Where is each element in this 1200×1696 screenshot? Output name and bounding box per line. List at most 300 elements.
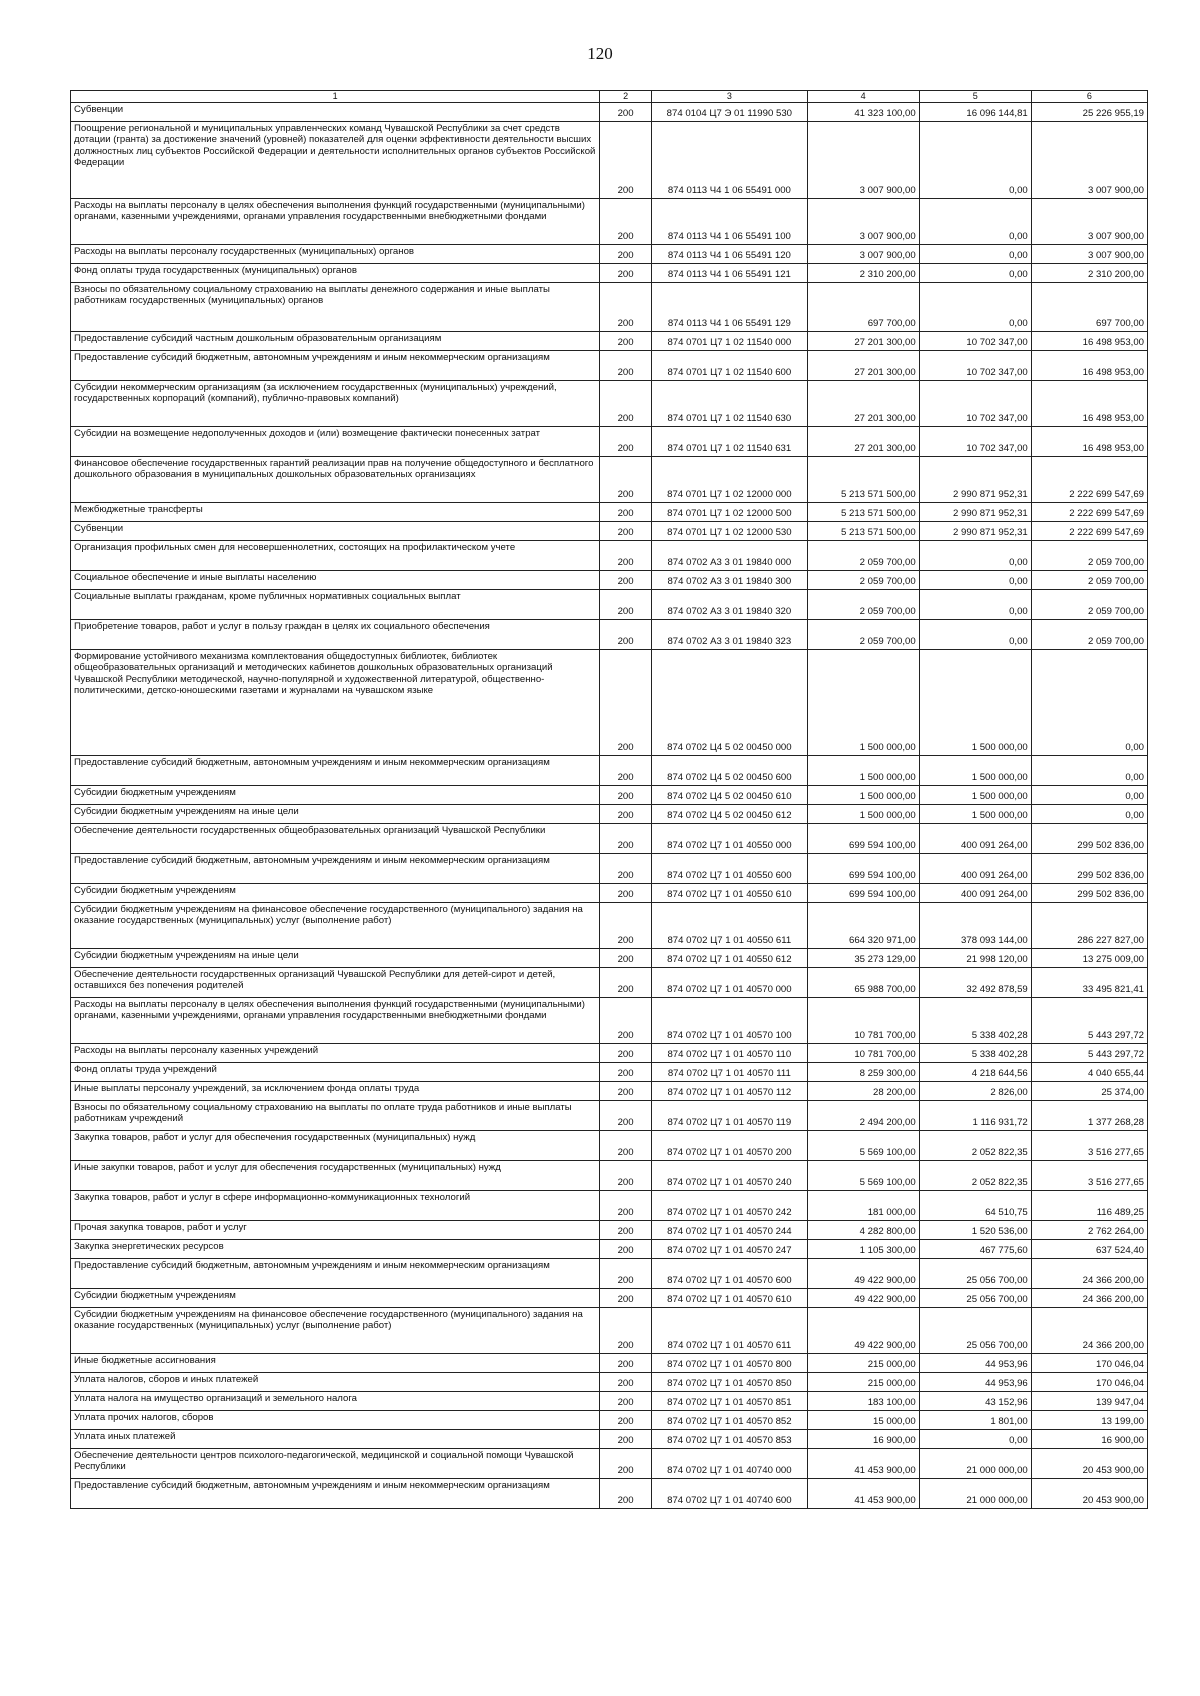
row-line-code: 200 [600, 1478, 652, 1508]
row-executed: 0,00 [919, 570, 1031, 589]
table-row [71, 902, 1148, 948]
table-row [71, 997, 1148, 1043]
table-row [71, 755, 1148, 785]
row-budget-code: 874 0702 Ц7 1 01 40570 852 [652, 1410, 808, 1429]
row-name: Субвенции [71, 102, 600, 121]
table-row [71, 1448, 1148, 1478]
table-row [71, 785, 1148, 804]
row-line-code: 200 [600, 1448, 652, 1478]
row-budget-code: 874 0702 А3 3 01 19840 320 [652, 589, 808, 619]
table-row [71, 1239, 1148, 1258]
row-name: Фонд оплаты труда учреждений [71, 1062, 600, 1081]
row-executed: 1 500 000,00 [919, 649, 1031, 755]
row-name: Предоставление субсидий бюджетным, автономным учреждениям и иным некоммерческим организациям [71, 1478, 600, 1508]
row-name: Субсидии на возмещение недополученных доходов и (или) возмещение фактически понесенных затрат [71, 426, 600, 456]
row-executed: 21 000 000,00 [919, 1448, 1031, 1478]
table-row [71, 619, 1148, 649]
row-unexecuted: 16 498 953,00 [1031, 331, 1147, 350]
row-approved: 5 213 571 500,00 [807, 502, 919, 521]
row-name: Обеспечение деятельности государственных общеобразовательных организаций Чувашской Республики [71, 823, 600, 853]
row-name: Фонд оплаты труда государственных (муниципальных) органов [71, 263, 600, 282]
row-unexecuted: 13 199,00 [1031, 1410, 1147, 1429]
row-line-code: 200 [600, 755, 652, 785]
row-name: Субсидии бюджетным учреждениям [71, 1288, 600, 1307]
table-row [71, 1288, 1148, 1307]
table-row [71, 1307, 1148, 1353]
row-name: Социальные выплаты гражданам, кроме публичных нормативных социальных выплат [71, 589, 600, 619]
row-name: Закупка энергетических ресурсов [71, 1239, 600, 1258]
row-name: Обеспечение деятельности центров психолого-педагогической, медицинской и социальной помощи Чувашской Республики [71, 1448, 600, 1478]
row-name: Иные выплаты персоналу учреждений, за исключением фонда оплаты труда [71, 1081, 600, 1100]
row-budget-code: 874 0702 Ц4 5 02 00450 612 [652, 804, 808, 823]
row-unexecuted: 2 059 700,00 [1031, 619, 1147, 649]
row-approved: 5 213 571 500,00 [807, 456, 919, 502]
header-col-5: 5 [919, 91, 1031, 103]
row-executed: 0,00 [919, 263, 1031, 282]
row-approved: 183 100,00 [807, 1391, 919, 1410]
row-name: Социальное обеспечение и иные выплаты населению [71, 570, 600, 589]
row-approved: 4 282 800,00 [807, 1220, 919, 1239]
row-executed: 0,00 [919, 198, 1031, 244]
header-col-6: 6 [1031, 91, 1147, 103]
row-budget-code: 874 0113 Ч4 1 06 55491 000 [652, 121, 808, 198]
table-row [71, 1478, 1148, 1508]
row-approved: 35 273 129,00 [807, 948, 919, 967]
row-line-code: 200 [600, 589, 652, 619]
row-approved: 16 900,00 [807, 1429, 919, 1448]
row-unexecuted: 4 040 655,44 [1031, 1062, 1147, 1081]
row-name: Обеспечение деятельности государственных организаций Чувашской Республики для детей-сирот и детей, оставшихся без попечения родителей [71, 967, 600, 997]
table-row [71, 804, 1148, 823]
row-unexecuted: 299 502 836,00 [1031, 823, 1147, 853]
row-executed: 467 775,60 [919, 1239, 1031, 1258]
row-name: Субсидии бюджетным учреждениям на финансовое обеспечение государственного (муниципального) задания на оказание государственных (муниципальных) услуг (выполнение работ) [71, 902, 600, 948]
row-approved: 2 494 200,00 [807, 1100, 919, 1130]
row-unexecuted: 3 516 277,65 [1031, 1130, 1147, 1160]
row-unexecuted: 2 059 700,00 [1031, 540, 1147, 570]
row-approved: 1 500 000,00 [807, 785, 919, 804]
table-row [71, 521, 1148, 540]
row-budget-code: 874 0702 Ц7 1 01 40570 119 [652, 1100, 808, 1130]
row-line-code: 200 [600, 1190, 652, 1220]
row-name: Предоставление субсидий бюджетным, автономным учреждениям и иным некоммерческим организациям [71, 853, 600, 883]
row-budget-code: 874 0104 Ц7 Э 01 11990 530 [652, 102, 808, 121]
row-executed: 0,00 [919, 589, 1031, 619]
row-unexecuted: 24 366 200,00 [1031, 1307, 1147, 1353]
table-row [71, 331, 1148, 350]
table-row [71, 1160, 1148, 1190]
row-unexecuted: 5 443 297,72 [1031, 1043, 1147, 1062]
row-line-code: 200 [600, 570, 652, 589]
row-unexecuted: 0,00 [1031, 804, 1147, 823]
row-unexecuted: 13 275 009,00 [1031, 948, 1147, 967]
row-name: Субсидии бюджетным учреждениям на финансовое обеспечение государственного (муниципального) задания на оказание государственных (муниципальных) услуг (выполнение работ) [71, 1307, 600, 1353]
row-approved: 699 594 100,00 [807, 823, 919, 853]
row-budget-code: 874 0702 Ц7 1 01 40570 111 [652, 1062, 808, 1081]
row-approved: 215 000,00 [807, 1372, 919, 1391]
row-budget-code: 874 0702 А3 3 01 19840 323 [652, 619, 808, 649]
row-line-code: 200 [600, 1130, 652, 1160]
row-unexecuted: 170 046,04 [1031, 1353, 1147, 1372]
row-budget-code: 874 0702 Ц7 1 01 40570 611 [652, 1307, 808, 1353]
row-executed: 5 338 402,28 [919, 1043, 1031, 1062]
row-name: Приобретение товаров, работ и услуг в пользу граждан в целях их социального обеспечения [71, 619, 600, 649]
row-approved: 2 310 200,00 [807, 263, 919, 282]
row-executed: 1 801,00 [919, 1410, 1031, 1429]
row-unexecuted: 16 498 953,00 [1031, 380, 1147, 426]
row-executed: 400 091 264,00 [919, 823, 1031, 853]
row-line-code: 200 [600, 1307, 652, 1353]
row-line-code: 200 [600, 282, 652, 331]
row-unexecuted: 299 502 836,00 [1031, 883, 1147, 902]
header-col-4: 4 [807, 91, 919, 103]
row-budget-code: 874 0702 Ц4 5 02 00450 600 [652, 755, 808, 785]
row-line-code: 200 [600, 1160, 652, 1190]
row-name: Субсидии бюджетным учреждениям на иные цели [71, 948, 600, 967]
table-row [71, 1429, 1148, 1448]
row-approved: 5 569 100,00 [807, 1160, 919, 1190]
row-approved: 3 007 900,00 [807, 121, 919, 198]
row-executed: 44 953,96 [919, 1353, 1031, 1372]
row-unexecuted: 2 222 699 547,69 [1031, 456, 1147, 502]
row-name: Расходы на выплаты персоналу в целях обеспечения выполнения функций государственными (муниципальными) органами, казенными учреждениями, органами управления государственными внебюджетными фондами [71, 198, 600, 244]
row-executed: 25 056 700,00 [919, 1307, 1031, 1353]
row-budget-code: 874 0113 Ч4 1 06 55491 129 [652, 282, 808, 331]
row-executed: 400 091 264,00 [919, 853, 1031, 883]
row-name: Формирование устойчивого механизма комплектования общедоступных библиотек, библиотек общеобразовательных организаций и методических кабинетов дошкольных образовательных организаций Чувашской Республики методической, научно-популярной и художественной литературой, общественно-политическими, детско-юношескими газетами и журналами на чувашском языке [71, 649, 600, 755]
row-approved: 49 422 900,00 [807, 1288, 919, 1307]
row-approved: 699 594 100,00 [807, 853, 919, 883]
row-executed: 2 990 871 952,31 [919, 521, 1031, 540]
row-budget-code: 874 0702 Ц7 1 01 40550 000 [652, 823, 808, 853]
row-budget-code: 874 0702 Ц7 1 01 40740 600 [652, 1478, 808, 1508]
row-line-code: 200 [600, 1062, 652, 1081]
row-budget-code: 874 0702 Ц7 1 01 40570 600 [652, 1258, 808, 1288]
row-budget-code: 874 0702 Ц7 1 01 40570 240 [652, 1160, 808, 1190]
row-unexecuted: 24 366 200,00 [1031, 1258, 1147, 1288]
row-unexecuted: 20 453 900,00 [1031, 1478, 1147, 1508]
table-row [71, 350, 1148, 380]
row-unexecuted: 170 046,04 [1031, 1372, 1147, 1391]
row-name: Расходы на выплаты персоналу в целях обеспечения выполнения функций государственными (муниципальными) органами, казенными учреждениями, органами управления государственными внебюджетными фондами [71, 997, 600, 1043]
row-approved: 664 320 971,00 [807, 902, 919, 948]
row-line-code: 200 [600, 997, 652, 1043]
row-budget-code: 874 0113 Ч4 1 06 55491 121 [652, 263, 808, 282]
row-line-code: 200 [600, 1288, 652, 1307]
row-line-code: 200 [600, 102, 652, 121]
row-line-code: 200 [600, 1100, 652, 1130]
row-executed: 378 093 144,00 [919, 902, 1031, 948]
row-unexecuted: 33 495 821,41 [1031, 967, 1147, 997]
row-budget-code: 874 0702 Ц7 1 01 40570 247 [652, 1239, 808, 1258]
row-executed: 0,00 [919, 244, 1031, 263]
row-unexecuted: 16 498 953,00 [1031, 350, 1147, 380]
row-executed: 0,00 [919, 540, 1031, 570]
row-approved: 15 000,00 [807, 1410, 919, 1429]
row-name: Уплата иных платежей [71, 1429, 600, 1448]
row-line-code: 200 [600, 1429, 652, 1448]
row-approved: 2 059 700,00 [807, 619, 919, 649]
row-executed: 44 953,96 [919, 1372, 1031, 1391]
row-line-code: 200 [600, 540, 652, 570]
row-unexecuted: 16 498 953,00 [1031, 426, 1147, 456]
table-row [71, 121, 1148, 198]
table-row [71, 948, 1148, 967]
row-line-code: 200 [600, 804, 652, 823]
table-row [71, 1190, 1148, 1220]
row-budget-code: 874 0702 Ц7 1 01 40570 112 [652, 1081, 808, 1100]
table-row [71, 456, 1148, 502]
table-body [71, 102, 1148, 1508]
row-unexecuted: 116 489,25 [1031, 1190, 1147, 1220]
row-executed: 64 510,75 [919, 1190, 1031, 1220]
row-name: Расходы на выплаты персоналу государственных (муниципальных) органов [71, 244, 600, 263]
row-unexecuted: 2 059 700,00 [1031, 570, 1147, 589]
row-name: Предоставление субсидий частным дошкольным образовательным организациям [71, 331, 600, 350]
row-approved: 5 569 100,00 [807, 1130, 919, 1160]
table-row [71, 823, 1148, 853]
row-name: Предоставление субсидий бюджетным, автономным учреждениям и иным некоммерческим организациям [71, 755, 600, 785]
row-executed: 10 702 347,00 [919, 331, 1031, 350]
table-row [71, 1391, 1148, 1410]
row-name: Закупка товаров, работ и услуг для обеспечения государственных (муниципальных) нужд [71, 1130, 600, 1160]
table-row [71, 502, 1148, 521]
row-line-code: 200 [600, 198, 652, 244]
row-budget-code: 874 0113 Ч4 1 06 55491 100 [652, 198, 808, 244]
row-unexecuted: 2 059 700,00 [1031, 589, 1147, 619]
row-approved: 41 323 100,00 [807, 102, 919, 121]
table-row [71, 380, 1148, 426]
row-unexecuted: 2 310 200,00 [1031, 263, 1147, 282]
row-approved: 49 422 900,00 [807, 1307, 919, 1353]
row-name: Субсидии бюджетным учреждениям на иные цели [71, 804, 600, 823]
row-line-code: 200 [600, 649, 652, 755]
row-executed: 25 056 700,00 [919, 1288, 1031, 1307]
row-budget-code: 874 0702 Ц7 1 01 40570 853 [652, 1429, 808, 1448]
row-line-code: 200 [600, 1372, 652, 1391]
row-approved: 1 500 000,00 [807, 755, 919, 785]
row-name: Уплата прочих налогов, сборов [71, 1410, 600, 1429]
row-name: Поощрение региональной и муниципальных управленческих команд Чувашской Республики за счет средств дотации (гранта) за достижение значений (уровней) показателей для оценки эффективности деятельности высших должностных лиц субъектов Российской Федерации и деятельности исполнительных органов субъектов Российской Федерации [71, 121, 600, 198]
table-row [71, 540, 1148, 570]
row-line-code: 200 [600, 426, 652, 456]
row-line-code: 200 [600, 263, 652, 282]
row-line-code: 200 [600, 1220, 652, 1239]
row-approved: 27 201 300,00 [807, 350, 919, 380]
table-row [71, 282, 1148, 331]
row-budget-code: 874 0113 Ч4 1 06 55491 120 [652, 244, 808, 263]
row-name: Предоставление субсидий бюджетным, автономным учреждениям и иным некоммерческим организациям [71, 350, 600, 380]
row-executed: 0,00 [919, 1429, 1031, 1448]
row-budget-code: 874 0701 Ц7 1 02 12000 530 [652, 521, 808, 540]
row-budget-code: 874 0702 Ц7 1 01 40570 851 [652, 1391, 808, 1410]
row-unexecuted: 0,00 [1031, 785, 1147, 804]
row-unexecuted: 2 762 264,00 [1031, 1220, 1147, 1239]
row-unexecuted: 2 222 699 547,69 [1031, 502, 1147, 521]
row-budget-code: 874 0702 Ц7 1 01 40570 242 [652, 1190, 808, 1220]
row-executed: 25 056 700,00 [919, 1258, 1031, 1288]
row-line-code: 200 [600, 948, 652, 967]
row-approved: 10 781 700,00 [807, 1043, 919, 1062]
row-budget-code: 874 0702 Ц7 1 01 40550 600 [652, 853, 808, 883]
row-name: Расходы на выплаты персоналу казенных учреждений [71, 1043, 600, 1062]
table-row [71, 102, 1148, 121]
row-approved: 699 594 100,00 [807, 883, 919, 902]
row-executed: 10 702 347,00 [919, 350, 1031, 380]
row-budget-code: 874 0702 Ц7 1 01 40550 610 [652, 883, 808, 902]
row-approved: 697 700,00 [807, 282, 919, 331]
row-approved: 28 200,00 [807, 1081, 919, 1100]
row-unexecuted: 697 700,00 [1031, 282, 1147, 331]
row-executed: 10 702 347,00 [919, 380, 1031, 426]
row-approved: 49 422 900,00 [807, 1258, 919, 1288]
row-name: Иные закупки товаров, работ и услуг для обеспечения государственных (муниципальных) нужд [71, 1160, 600, 1190]
table-row [71, 853, 1148, 883]
row-budget-code: 874 0702 Ц4 5 02 00450 610 [652, 785, 808, 804]
row-line-code: 200 [600, 244, 652, 263]
row-unexecuted: 16 900,00 [1031, 1429, 1147, 1448]
row-line-code: 200 [600, 1353, 652, 1372]
table-row [71, 649, 1148, 755]
row-approved: 181 000,00 [807, 1190, 919, 1220]
header-col-1: 1 [71, 91, 600, 103]
row-budget-code: 874 0702 Ц7 1 01 40550 611 [652, 902, 808, 948]
row-line-code: 200 [600, 331, 652, 350]
row-budget-code: 874 0702 Ц7 1 01 40570 200 [652, 1130, 808, 1160]
row-executed: 1 500 000,00 [919, 755, 1031, 785]
table-row [71, 1410, 1148, 1429]
row-unexecuted: 24 366 200,00 [1031, 1288, 1147, 1307]
row-line-code: 200 [600, 1239, 652, 1258]
table-row [71, 263, 1148, 282]
table-row [71, 1130, 1148, 1160]
row-executed: 1 500 000,00 [919, 804, 1031, 823]
row-unexecuted: 139 947,04 [1031, 1391, 1147, 1410]
row-approved: 41 453 900,00 [807, 1478, 919, 1508]
row-executed: 1 116 931,72 [919, 1100, 1031, 1130]
row-budget-code: 874 0701 Ц7 1 02 12000 000 [652, 456, 808, 502]
table-row [71, 589, 1148, 619]
row-name: Субсидии некоммерческим организациям (за исключением государственных (муниципальных) учреждений, государственных корпораций (компаний), публично-правовых компаний) [71, 380, 600, 426]
row-unexecuted: 20 453 900,00 [1031, 1448, 1147, 1478]
row-unexecuted: 3 007 900,00 [1031, 121, 1147, 198]
row-budget-code: 874 0702 Ц7 1 01 40570 100 [652, 997, 808, 1043]
row-approved: 10 781 700,00 [807, 997, 919, 1043]
row-budget-code: 874 0702 Ц7 1 01 40570 610 [652, 1288, 808, 1307]
row-unexecuted: 286 227 827,00 [1031, 902, 1147, 948]
row-unexecuted: 0,00 [1031, 755, 1147, 785]
row-executed: 21 998 120,00 [919, 948, 1031, 967]
row-line-code: 200 [600, 1043, 652, 1062]
row-approved: 8 259 300,00 [807, 1062, 919, 1081]
row-budget-code: 874 0701 Ц7 1 02 11540 000 [652, 331, 808, 350]
row-line-code: 200 [600, 456, 652, 502]
row-budget-code: 874 0702 Ц7 1 01 40740 000 [652, 1448, 808, 1478]
row-executed: 2 990 871 952,31 [919, 456, 1031, 502]
row-approved: 27 201 300,00 [807, 380, 919, 426]
row-approved: 5 213 571 500,00 [807, 521, 919, 540]
row-line-code: 200 [600, 121, 652, 198]
row-unexecuted: 3 007 900,00 [1031, 198, 1147, 244]
row-executed: 16 096 144,81 [919, 102, 1031, 121]
table-row [71, 1220, 1148, 1239]
row-budget-code: 874 0702 Ц7 1 01 40570 850 [652, 1372, 808, 1391]
row-name: Взносы по обязательному социальному страхованию на выплаты денежного содержания и иные выплаты работникам государственных (муниципальных) органов [71, 282, 600, 331]
row-approved: 2 059 700,00 [807, 540, 919, 570]
row-name: Уплата налогов, сборов и иных платежей [71, 1372, 600, 1391]
row-executed: 43 152,96 [919, 1391, 1031, 1410]
table-row [71, 1100, 1148, 1130]
row-budget-code: 874 0702 Ц7 1 01 40570 244 [652, 1220, 808, 1239]
row-executed: 4 218 644,56 [919, 1062, 1031, 1081]
row-approved: 65 988 700,00 [807, 967, 919, 997]
row-line-code: 200 [600, 1410, 652, 1429]
row-unexecuted: 3 516 277,65 [1031, 1160, 1147, 1190]
header-row [71, 91, 1148, 103]
row-line-code: 200 [600, 853, 652, 883]
row-budget-code: 874 0701 Ц7 1 02 12000 500 [652, 502, 808, 521]
row-name: Предоставление субсидий бюджетным, автономным учреждениям и иным некоммерческим организациям [71, 1258, 600, 1288]
row-approved: 3 007 900,00 [807, 198, 919, 244]
row-executed: 2 990 871 952,31 [919, 502, 1031, 521]
row-budget-code: 874 0701 Ц7 1 02 11540 631 [652, 426, 808, 456]
row-executed: 5 338 402,28 [919, 997, 1031, 1043]
row-approved: 2 059 700,00 [807, 589, 919, 619]
row-unexecuted: 25 374,00 [1031, 1081, 1147, 1100]
row-executed: 2 826,00 [919, 1081, 1031, 1100]
row-line-code: 200 [600, 902, 652, 948]
table-row [71, 1353, 1148, 1372]
header-col-2: 2 [600, 91, 652, 103]
table-row [71, 967, 1148, 997]
row-budget-code: 874 0702 Ц7 1 01 40570 800 [652, 1353, 808, 1372]
row-budget-code: 874 0702 А3 3 01 19840 300 [652, 570, 808, 589]
table-row [71, 426, 1148, 456]
row-executed: 0,00 [919, 121, 1031, 198]
row-budget-code: 874 0702 Ц7 1 01 40550 612 [652, 948, 808, 967]
row-budget-code: 874 0702 А3 3 01 19840 000 [652, 540, 808, 570]
row-budget-code: 874 0702 Ц7 1 01 40570 110 [652, 1043, 808, 1062]
row-executed: 2 052 822,35 [919, 1130, 1031, 1160]
table-row [71, 1081, 1148, 1100]
table-row [71, 1372, 1148, 1391]
row-approved: 1 500 000,00 [807, 649, 919, 755]
row-executed: 1 520 536,00 [919, 1220, 1031, 1239]
row-line-code: 200 [600, 967, 652, 997]
row-approved: 215 000,00 [807, 1353, 919, 1372]
row-unexecuted: 299 502 836,00 [1031, 853, 1147, 883]
row-name: Иные бюджетные ассигнования [71, 1353, 600, 1372]
row-budget-code: 874 0701 Ц7 1 02 11540 600 [652, 350, 808, 380]
row-unexecuted: 25 226 955,19 [1031, 102, 1147, 121]
row-name: Субсидии бюджетным учреждениям [71, 785, 600, 804]
row-executed: 0,00 [919, 619, 1031, 649]
row-line-code: 200 [600, 823, 652, 853]
row-unexecuted: 2 222 699 547,69 [1031, 521, 1147, 540]
row-name: Уплата налога на имущество организаций и земельного налога [71, 1391, 600, 1410]
row-name: Финансовое обеспечение государственных гарантий реализации прав на получение общедоступного и бесплатного дошкольного образования в муниципальных дошкольных образовательных организациях [71, 456, 600, 502]
row-executed: 21 000 000,00 [919, 1478, 1031, 1508]
row-name: Субсидии бюджетным учреждениям [71, 883, 600, 902]
table-row [71, 883, 1148, 902]
row-line-code: 200 [600, 785, 652, 804]
row-approved: 3 007 900,00 [807, 244, 919, 263]
row-name: Закупка товаров, работ и услуг в сфере информационно-коммуникационных технологий [71, 1190, 600, 1220]
row-name: Субвенции [71, 521, 600, 540]
row-line-code: 200 [600, 1081, 652, 1100]
row-executed: 1 500 000,00 [919, 785, 1031, 804]
header-col-3: 3 [652, 91, 808, 103]
